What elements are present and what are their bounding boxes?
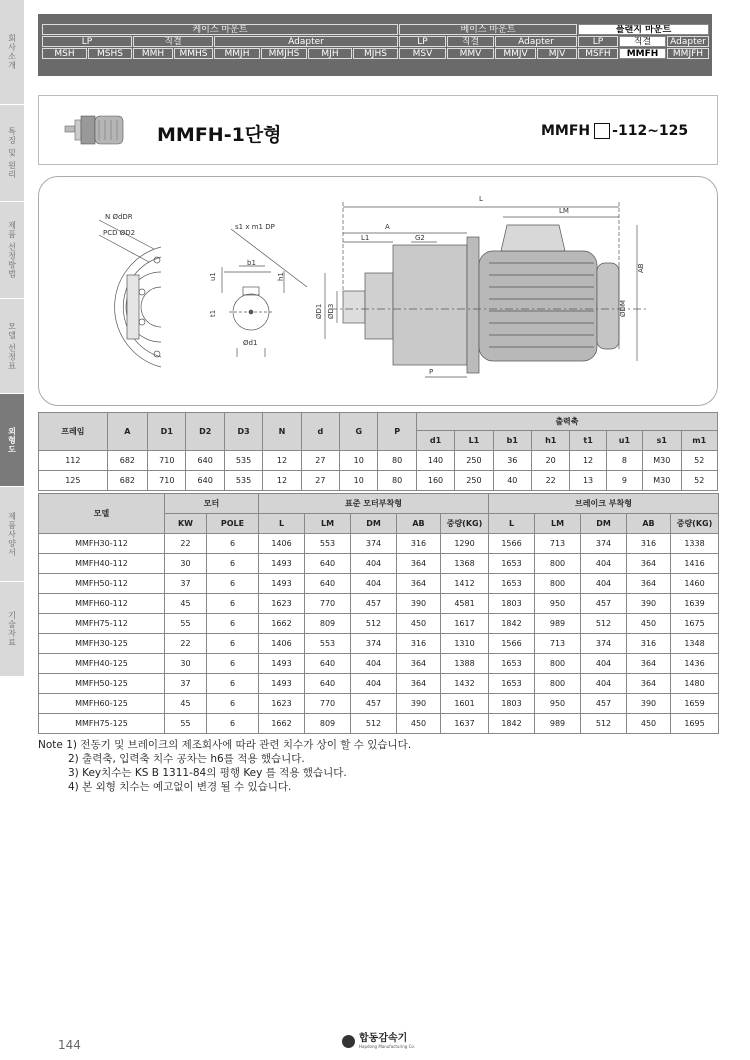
table-cell: 713 <box>535 534 581 554</box>
table-cell: 390 <box>397 594 441 614</box>
nav-adapter[interactable]: Adapter <box>214 36 398 47</box>
label-pcd: PCD ØD2 <box>103 229 136 237</box>
table-cell: 1662 <box>259 714 305 734</box>
col-header: DM <box>351 514 397 534</box>
note-2: 2) 출력축, 입력축 치수 공차는 h6를 적용 했습니다. <box>68 753 305 765</box>
sidebar-item-model-table[interactable] <box>0 299 24 394</box>
table-cell: 316 <box>627 634 671 654</box>
table-cell: 1493 <box>259 654 305 674</box>
nav-mjh[interactable]: MJH <box>308 48 352 59</box>
table-cell: 140 <box>416 451 454 471</box>
table-cell: 450 <box>397 714 441 734</box>
table-cell: 22 <box>165 534 207 554</box>
table-cell: 30 <box>165 654 207 674</box>
col-header: D2 <box>186 413 224 451</box>
table-cell: 80 <box>378 471 416 491</box>
table-cell: 52 <box>681 471 718 491</box>
frame-cell: 112 <box>39 451 108 471</box>
table-cell: 6 <box>207 594 259 614</box>
model-code-suffix: -112~125 <box>612 123 689 139</box>
table-cell: 364 <box>627 554 671 574</box>
table-cell: 1566 <box>489 534 535 554</box>
table-cell: 404 <box>351 574 397 594</box>
company-name-en: Hapdong Manufacturing Co. <box>359 1044 416 1049</box>
label-L1: L1 <box>361 234 370 242</box>
table-cell: 1493 <box>259 674 305 694</box>
table-cell: 800 <box>535 654 581 674</box>
table-cell: 1617 <box>441 614 489 634</box>
table-cell: 640 <box>305 554 351 574</box>
table-cell: 800 <box>535 574 581 594</box>
model-code-prefix: MMFH <box>541 123 591 139</box>
table-cell: 682 <box>107 451 147 471</box>
outline-drawing-svg <box>39 177 717 405</box>
reducer-thumbnail-icon <box>63 110 135 150</box>
table-cell: 989 <box>535 714 581 734</box>
table-row <box>39 654 719 674</box>
table-row <box>39 714 719 734</box>
sidebar-item-label: 기술자료 <box>7 611 17 647</box>
page-number: 144 <box>58 1038 81 1052</box>
col-header: 프레임 <box>39 413 108 451</box>
table-cell: 12 <box>263 471 301 491</box>
table-cell: M30 <box>643 451 681 471</box>
col-header: AB <box>627 514 671 534</box>
col-header: u1 <box>606 431 642 451</box>
table-cell: 450 <box>627 614 671 634</box>
table-cell: 250 <box>455 471 493 491</box>
col-header: b1 <box>493 431 531 451</box>
table-cell: 1659 <box>671 694 719 714</box>
table-row <box>39 614 719 634</box>
table-cell: 457 <box>581 694 627 714</box>
table-cell: 1338 <box>671 534 719 554</box>
sidebar-item-selection[interactable] <box>0 202 24 299</box>
table-cell: 989 <box>535 614 581 634</box>
col-header: m1 <box>681 431 718 451</box>
table-cell: 950 <box>535 594 581 614</box>
table-cell: 1290 <box>441 534 489 554</box>
table-cell: 20 <box>532 451 570 471</box>
table-cell: 553 <box>305 634 351 654</box>
table-cell: 1416 <box>671 554 719 574</box>
table-cell: 6 <box>207 534 259 554</box>
sidebar-item-spec[interactable] <box>0 487 24 582</box>
nav-msh[interactable]: MSH <box>42 48 87 59</box>
group-header-brake: 브레이크 부착형 <box>489 494 719 514</box>
col-header: 모델 <box>39 494 165 534</box>
nav-mmjfh[interactable]: MMJFH <box>667 48 709 59</box>
table-cell: 1623 <box>259 694 305 714</box>
nav-mjv[interactable]: MJV <box>537 48 577 59</box>
table-cell: 1432 <box>441 674 489 694</box>
col-header: s1 <box>643 431 681 451</box>
col-header: POLE <box>207 514 259 534</box>
company-logo <box>342 1033 415 1049</box>
table-cell: 682 <box>107 471 147 491</box>
gear-logo-icon <box>342 1035 355 1048</box>
table-cell: 512 <box>581 714 627 734</box>
model-cell: MMFH50-125 <box>39 674 165 694</box>
model-cell: MMFH40-112 <box>39 554 165 574</box>
table-cell: 10 <box>340 471 378 491</box>
table-cell: 1695 <box>671 714 719 734</box>
table-cell: 512 <box>351 614 397 634</box>
dimension-drawing <box>38 176 718 406</box>
table-cell: 640 <box>305 674 351 694</box>
table-cell: 1653 <box>489 654 535 674</box>
table-cell: 809 <box>305 714 351 734</box>
title-box <box>38 95 718 165</box>
col-header: LM <box>535 514 581 534</box>
label-t1: t1 <box>209 309 217 317</box>
note-4: 4) 본 외형 치수는 예고없이 변경 될 수 있습니다. <box>68 781 292 793</box>
label-D3: ØD3 <box>327 303 335 319</box>
model-cell: MMFH60-125 <box>39 694 165 714</box>
col-header: G <box>340 413 378 451</box>
table-cell: 12 <box>263 451 301 471</box>
group-header-standard: 표준 모터부착형 <box>259 494 489 514</box>
table-cell: 800 <box>535 554 581 574</box>
table-cell: 404 <box>581 654 627 674</box>
page-title: MMFH-1단형 <box>157 124 282 146</box>
table-cell: 364 <box>627 674 671 694</box>
table-cell: 404 <box>581 574 627 594</box>
table-cell: 6 <box>207 574 259 594</box>
table-cell: 1480 <box>671 674 719 694</box>
table-cell: 13 <box>570 471 606 491</box>
nav-mshs[interactable]: MSHS <box>88 48 132 59</box>
table-cell: 1637 <box>441 714 489 734</box>
table-cell: 535 <box>224 471 262 491</box>
table-cell: 1803 <box>489 694 535 714</box>
col-header: 중량(KG) <box>441 514 489 534</box>
table-cell: 27 <box>301 451 339 471</box>
model-code-box <box>594 123 610 139</box>
table-cell: 640 <box>305 654 351 674</box>
col-header: 중량(KG) <box>671 514 719 534</box>
table-cell: 37 <box>165 574 207 594</box>
nav-case-mount[interactable]: 케이스 마운트 <box>42 24 398 35</box>
table-cell: 1842 <box>489 714 535 734</box>
table-row <box>39 471 718 491</box>
table-cell: 450 <box>627 714 671 734</box>
nav-msv[interactable]: MSV <box>399 48 446 59</box>
label-G2: G2 <box>415 234 425 242</box>
group-header-output-shaft: 출력축 <box>416 413 717 431</box>
label-A: A <box>385 223 390 231</box>
table-cell: 364 <box>627 654 671 674</box>
table-cell: 40 <box>493 471 531 491</box>
table-cell: 1662 <box>259 614 305 634</box>
nav-flange-mount[interactable]: 플랜지 마운트 <box>578 24 709 35</box>
table-cell: 6 <box>207 654 259 674</box>
table-cell: 1436 <box>671 654 719 674</box>
sidebar-item-label: 제품사양서 <box>7 511 17 557</box>
table-cell: 1493 <box>259 554 305 574</box>
model-table-body <box>39 534 719 734</box>
table-cell: 22 <box>532 471 570 491</box>
table-cell: 12 <box>570 451 606 471</box>
table-cell: 640 <box>186 451 224 471</box>
table-cell: 640 <box>186 471 224 491</box>
table-cell: 1653 <box>489 574 535 594</box>
table-cell: 1460 <box>671 574 719 594</box>
table-row <box>39 451 718 471</box>
table-cell: 950 <box>535 694 581 714</box>
table-cell: 404 <box>351 554 397 574</box>
nav-adapter[interactable]: Adapter <box>667 36 709 47</box>
col-header: d <box>301 413 339 451</box>
table-cell: 512 <box>351 714 397 734</box>
table-cell: 770 <box>305 594 351 614</box>
table-cell: 1653 <box>489 554 535 574</box>
table-cell: 1412 <box>441 574 489 594</box>
table-cell: 1388 <box>441 654 489 674</box>
label-n-ddr: N ØdDR <box>105 213 133 221</box>
model-cell: MMFH40-125 <box>39 654 165 674</box>
nav-mmjhs[interactable]: MMJHS <box>261 48 307 59</box>
note-1: Note 1) 전동기 및 브레이크의 제조회사에 따라 관련 치수가 상이 할 수 있습니다. <box>38 739 412 751</box>
model-cell: MMFH60-112 <box>39 594 165 614</box>
sidebar-item-outline[interactable] <box>0 394 24 487</box>
table-row <box>39 594 719 614</box>
table-cell: 553 <box>305 534 351 554</box>
sidebar-item-label: 제품 선정방법 <box>7 221 17 279</box>
col-header: L <box>489 514 535 534</box>
table-cell: 457 <box>351 594 397 614</box>
table-cell: 160 <box>416 471 454 491</box>
table-cell: 45 <box>165 694 207 714</box>
nav-mmjv[interactable]: MMJV <box>495 48 536 59</box>
col-header: DM <box>581 514 627 534</box>
model-cell: MMFH75-125 <box>39 714 165 734</box>
nav-mmfh[interactable]: MMFH <box>619 48 666 59</box>
table-row <box>39 554 719 574</box>
table-cell: 52 <box>681 451 718 471</box>
nav-direct[interactable]: 직결 <box>133 36 213 47</box>
model-cell: MMFH75-112 <box>39 614 165 634</box>
table-cell: 364 <box>397 574 441 594</box>
table-cell: 6 <box>207 694 259 714</box>
nav-direct[interactable]: 직결 <box>447 36 494 47</box>
table-cell: 316 <box>397 534 441 554</box>
table-row <box>39 694 719 714</box>
model-cell: MMFH30-125 <box>39 634 165 654</box>
table-cell: 36 <box>493 451 531 471</box>
label-d1: Ød1 <box>243 339 258 347</box>
table-cell: 1803 <box>489 594 535 614</box>
sidebar-item-label: 외형도 <box>7 426 17 454</box>
label-AB: AB <box>637 263 645 273</box>
table-cell: 1601 <box>441 694 489 714</box>
sidebar-item-tech[interactable] <box>0 582 24 677</box>
table-cell: 6 <box>207 674 259 694</box>
table-row <box>39 574 719 594</box>
table-cell: 809 <box>305 614 351 634</box>
table-cell: 1368 <box>441 554 489 574</box>
col-header: A <box>107 413 147 451</box>
table-row <box>39 674 719 694</box>
table-cell: M30 <box>643 471 681 491</box>
table-cell: 45 <box>165 594 207 614</box>
table-cell: 404 <box>351 674 397 694</box>
label-s1m1: s1 x m1 DP <box>235 223 275 231</box>
table-cell: 640 <box>305 574 351 594</box>
table-cell: 390 <box>397 694 441 714</box>
nav-mmv[interactable]: MMV <box>447 48 494 59</box>
table-cell: 37 <box>165 674 207 694</box>
table-cell: 374 <box>351 534 397 554</box>
model-cell: MMFH50-112 <box>39 574 165 594</box>
table-cell: 1310 <box>441 634 489 654</box>
nav-lp[interactable]: LP <box>42 36 132 47</box>
nav-mmjh[interactable]: MMJH <box>214 48 260 59</box>
model-code <box>541 123 688 139</box>
table-cell: 1653 <box>489 674 535 694</box>
table-cell: 55 <box>165 714 207 734</box>
label-L: L <box>479 195 483 203</box>
table-cell: 364 <box>397 654 441 674</box>
col-header: h1 <box>532 431 570 451</box>
table-cell: 374 <box>351 634 397 654</box>
table-cell: 316 <box>627 534 671 554</box>
label-b1: b1 <box>247 259 256 267</box>
table-cell: 364 <box>397 674 441 694</box>
table-row <box>39 534 719 554</box>
label-LM: LM <box>559 207 569 215</box>
col-header: L <box>259 514 305 534</box>
table-cell: 770 <box>305 694 351 714</box>
sidebar-item-label: 회사소개 <box>7 34 17 70</box>
table-cell: 450 <box>397 614 441 634</box>
label-u1: u1 <box>209 272 217 281</box>
table-cell: 404 <box>581 674 627 694</box>
nav-mmh[interactable]: MMH <box>133 48 173 59</box>
col-header: L1 <box>455 431 493 451</box>
nav-direct[interactable]: 직결 <box>619 36 666 47</box>
nav-mmhs[interactable]: MMHS <box>174 48 213 59</box>
table-cell: 250 <box>455 451 493 471</box>
col-header: D3 <box>224 413 262 451</box>
col-header: LM <box>305 514 351 534</box>
table-cell: 1566 <box>489 634 535 654</box>
frame-cell: 125 <box>39 471 108 491</box>
table-cell: 22 <box>165 634 207 654</box>
col-header: d1 <box>416 431 454 451</box>
table-cell: 390 <box>627 594 671 614</box>
table-cell: 9 <box>606 471 642 491</box>
table-cell: 1623 <box>259 594 305 614</box>
table-cell: 30 <box>165 554 207 574</box>
nav-msfh[interactable]: MSFH <box>578 48 618 59</box>
label-DM: ØDM <box>619 300 627 317</box>
table-cell: 404 <box>581 554 627 574</box>
col-header: t1 <box>570 431 606 451</box>
table-cell: 404 <box>351 654 397 674</box>
table-cell: 800 <box>535 674 581 694</box>
table-cell: 535 <box>224 451 262 471</box>
nav-mjhs[interactable]: MJHS <box>353 48 398 59</box>
company-name: 합동감속기 <box>359 1033 408 1044</box>
label-P: P <box>429 368 434 376</box>
table-cell: 374 <box>581 534 627 554</box>
table-cell: 27 <box>301 471 339 491</box>
table-cell: 6 <box>207 614 259 634</box>
table-cell: 6 <box>207 634 259 654</box>
table-cell: 457 <box>351 694 397 714</box>
table-cell: 6 <box>207 714 259 734</box>
col-header: N <box>263 413 301 451</box>
table-cell: 1348 <box>671 634 719 654</box>
table-cell: 1406 <box>259 634 305 654</box>
table-cell: 512 <box>581 614 627 634</box>
table-cell: 10 <box>340 451 378 471</box>
sidebar-item-label: 특징 및 원리 <box>7 126 17 180</box>
notes <box>38 738 411 794</box>
label-D1: ØD1 <box>315 303 323 319</box>
table-cell: 710 <box>148 451 186 471</box>
table-cell: 710 <box>148 471 186 491</box>
category-nav <box>38 14 712 76</box>
table-cell: 55 <box>165 614 207 634</box>
table-row <box>39 634 719 654</box>
table-cell: 1493 <box>259 574 305 594</box>
table-cell: 80 <box>378 451 416 471</box>
note-3: 3) Key치수는 KS B 1311-84의 평행 Key 를 적용 했습니다. <box>68 767 347 779</box>
table-cell: 374 <box>581 634 627 654</box>
table-cell: 390 <box>627 694 671 714</box>
table-cell: 364 <box>627 574 671 594</box>
table-cell: 364 <box>397 554 441 574</box>
col-header: D1 <box>148 413 186 451</box>
model-cell: MMFH30-112 <box>39 534 165 554</box>
frame-dimension-table <box>38 412 718 491</box>
table-cell: 6 <box>207 554 259 574</box>
frame-table-body <box>39 451 718 491</box>
table-cell: 713 <box>535 634 581 654</box>
nav-adapter[interactable]: Adapter <box>495 36 577 47</box>
col-header: AB <box>397 514 441 534</box>
sidebar-item-features[interactable] <box>0 105 24 202</box>
table-cell: 1406 <box>259 534 305 554</box>
table-cell: 1675 <box>671 614 719 634</box>
nav-lp[interactable]: LP <box>399 36 446 47</box>
model-table <box>38 493 719 734</box>
sidebar-item-label: 모델 선정표 <box>7 321 17 371</box>
table-cell: 457 <box>581 594 627 614</box>
table-cell: 1842 <box>489 614 535 634</box>
table-cell: 8 <box>606 451 642 471</box>
col-header: KW <box>165 514 207 534</box>
sidebar-item-company[interactable] <box>0 0 24 105</box>
table-cell: 1639 <box>671 594 719 614</box>
table-cell: 4581 <box>441 594 489 614</box>
table-cell: 316 <box>397 634 441 654</box>
nav-lp[interactable]: LP <box>578 36 618 47</box>
group-header-motor: 모터 <box>165 494 259 514</box>
nav-base-mount[interactable]: 베이스 마운트 <box>399 24 577 35</box>
col-header: P <box>378 413 416 451</box>
label-h1: h1 <box>277 272 285 281</box>
